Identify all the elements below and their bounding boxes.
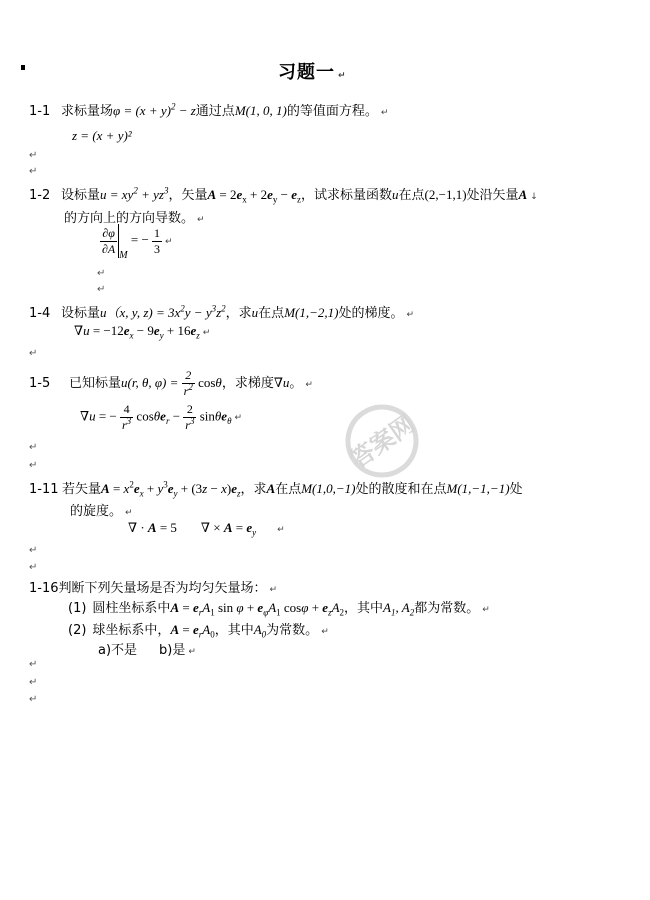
watermark-stamp (336, 395, 428, 487)
problem-1-4 (29, 302, 414, 321)
point-label: M(1, 0, 1) (234, 103, 287, 118)
title-bullet (21, 65, 25, 70)
problem-text: 通过点 (195, 104, 235, 119)
problem-number: 1-2 (29, 188, 51, 203)
problem-1-16 (29, 577, 277, 596)
problem-text: 处沿矢量 (466, 188, 519, 203)
problem-number: 1-11 (29, 482, 59, 497)
problem-text: 都为常数。 (414, 601, 480, 616)
paragraph-mark: ↵ (29, 460, 38, 471)
problem-text: ，其中 (214, 623, 254, 638)
paragraph-mark: ↵ (29, 348, 38, 359)
problem-number: 1-5 (29, 376, 51, 391)
fraction: $\frac{4}{r^3}$ (122, 402, 132, 432)
scalar-expression: u（x, y, $z) = 3x^2y - y^3z^2$ (100, 303, 226, 320)
problem-number: 1-1 (29, 104, 51, 119)
constants: $A_1$, $A_2$ (383, 600, 415, 618)
answer-1-1: z = (x + y)² (72, 128, 132, 143)
point-label: M(1,0,−1) (301, 481, 356, 496)
paragraph-mark: ↵ (277, 525, 285, 535)
paragraph-mark: ↵ (97, 284, 106, 295)
paragraph-mark: ↵ (406, 310, 415, 320)
vector-symbol: A (266, 481, 276, 496)
answer-1-2: $\frac{\partial\varphi}{\partial A}$ $_M$ = − $\frac{1}{3}$ ↵ (102, 225, 173, 261)
paragraph-mark: ↵ (97, 268, 106, 279)
vector-expression: $A = 2e_x + 2e_y - e_z$ (207, 187, 301, 205)
fraction: $\frac{2}{r^2}$ (183, 368, 193, 398)
problem-text: ，其中 (344, 601, 384, 616)
gradient-symbol: ∇u (273, 375, 290, 390)
paragraph-mark: ↵ (188, 647, 196, 657)
problem-text: 在点 (258, 306, 285, 321)
problem-1-16-item-2 (68, 619, 329, 638)
problem-text: 在点 (398, 188, 425, 203)
problem-1-16-item-1 (68, 597, 490, 616)
cos-term: cosθ (194, 375, 222, 390)
point-label: M(1,−1,−1) (446, 481, 510, 496)
paragraph-mark: ↵ (338, 71, 347, 81)
problem-1-2 (29, 184, 538, 203)
paragraph-mark: ↵ (234, 413, 243, 424)
problem-text: 处的散度和在点 (355, 482, 447, 497)
page-title (278, 58, 347, 84)
denominator: 3 (154, 241, 161, 256)
problem-text: 处的梯度。 (338, 306, 404, 321)
paragraph-mark: ↵ (29, 442, 38, 453)
vector-expression: $A = x^2e_x + y^3e_y + (3z - x)e_z$ (101, 479, 241, 499)
item-label: (1) (68, 601, 87, 616)
answer-1-4: $\nabla u = -12e_x - 9e_y + 16e_z$ ↵ (74, 323, 211, 341)
line-break-mark: ↓ (530, 192, 538, 202)
problem-text: 为常数。 (266, 623, 319, 638)
partial-derivative: $\frac{\partial\varphi}{\partial A}$ (102, 225, 116, 256)
item-label: (2) (68, 623, 87, 638)
scalar-symbol: u (392, 187, 399, 202)
paragraph-mark: ↵ (197, 215, 205, 225)
vector-expression: $A = e_rA_1$ $\sin \varphi + e_\varphi A_1$ $\cos\varphi + e_zA_2$ (170, 600, 345, 618)
paragraph-mark: ↵ (29, 677, 38, 688)
paragraph-mark: ↵ (202, 328, 211, 338)
answer-a: a)不是 (98, 643, 138, 658)
problem-number: 1-16 (29, 581, 59, 596)
paragraph-mark: ↵ (305, 380, 313, 390)
problem-text: 设标量 (61, 306, 101, 321)
watermark-text: 答案网 (345, 409, 421, 474)
answer-1-11: ∇ · A = 5 ∇ × $A = e_y$ ↵ (128, 520, 285, 538)
answer-1-16 (98, 639, 196, 658)
paragraph-mark: ↵ (29, 694, 38, 705)
constant: $A_0$ (253, 622, 267, 640)
scalar-expression: u(r, θ, φ) = (121, 375, 182, 390)
paragraph-mark: ↵ (321, 627, 329, 637)
problem-number: 1-4 (29, 306, 51, 321)
problem-1-5 (29, 368, 313, 399)
problem-text: 判断下列矢量场是否为均匀矢量场： (58, 581, 267, 596)
problem-text: ，矢量 (168, 188, 208, 203)
answer-1-5: ∇u = − $\frac{4}{r^3}$ cosθe$_r$ − $\frac{2}{r^3}$ sinθe$_\theta$ ↵ (80, 402, 243, 432)
problem-text: 的等值面方程。 (286, 104, 378, 119)
evaluation-subscript: M (119, 249, 128, 261)
point-label: M(1,−2,1) (284, 305, 339, 320)
problem-text: 已知标量 (69, 376, 122, 391)
problem-text: 圆柱坐标系中 (92, 601, 171, 616)
answer-b: b)是 (159, 643, 186, 658)
problem-1-11 (29, 478, 523, 497)
paragraph-mark: ↵ (482, 605, 490, 615)
problem-text: 的旋度。 (70, 504, 123, 519)
paragraph-mark: ↵ (125, 508, 133, 518)
problem-text: ，求 (240, 482, 267, 497)
paragraph-mark: ↵ (380, 108, 389, 118)
vector-symbol: A (518, 187, 528, 202)
problem-text: 若矢量 (62, 482, 102, 497)
paragraph-mark: ↵ (29, 659, 38, 670)
problem-text: 。 (289, 376, 303, 391)
scalar-expression: $u = xy^2 + yz^3$ (100, 185, 169, 202)
numerator: 1 (154, 225, 161, 240)
problem-1-1 (29, 100, 388, 119)
paragraph-mark: ↵ (29, 562, 38, 573)
problem-text: 的方向上的方向导数。 (64, 211, 195, 226)
page-title-text: 习题一 (278, 62, 335, 83)
problem-text: 球坐标系中， (92, 623, 171, 638)
field-expression: $\varphi = (x + y)^2 - z$ (113, 101, 196, 118)
fraction: $\frac{2}{r^3}$ (185, 402, 195, 432)
answer-fraction (152, 226, 162, 257)
paragraph-mark: ↵ (165, 236, 173, 247)
problem-text: 设标量 (61, 188, 101, 203)
vector-expression: $A = e_rA_0$ (170, 622, 215, 640)
problem-text: ，求梯度 (221, 376, 274, 391)
problem-text: ，求 (225, 306, 252, 321)
paragraph-mark: ↵ (29, 166, 38, 177)
paragraph-mark: ↵ (269, 585, 278, 595)
paragraph-mark: ↵ (29, 150, 38, 161)
scalar-symbol: u (251, 305, 259, 320)
problem-text: ，试求标量函数 (301, 188, 393, 203)
paragraph-mark: ↵ (29, 545, 38, 556)
problem-text: 求标量场 (61, 104, 114, 119)
problem-text: 处 (509, 482, 523, 497)
problem-1-11-cont (70, 500, 133, 519)
point-label: (2,−1,1) (424, 187, 467, 202)
problem-text: 在点 (275, 482, 302, 497)
